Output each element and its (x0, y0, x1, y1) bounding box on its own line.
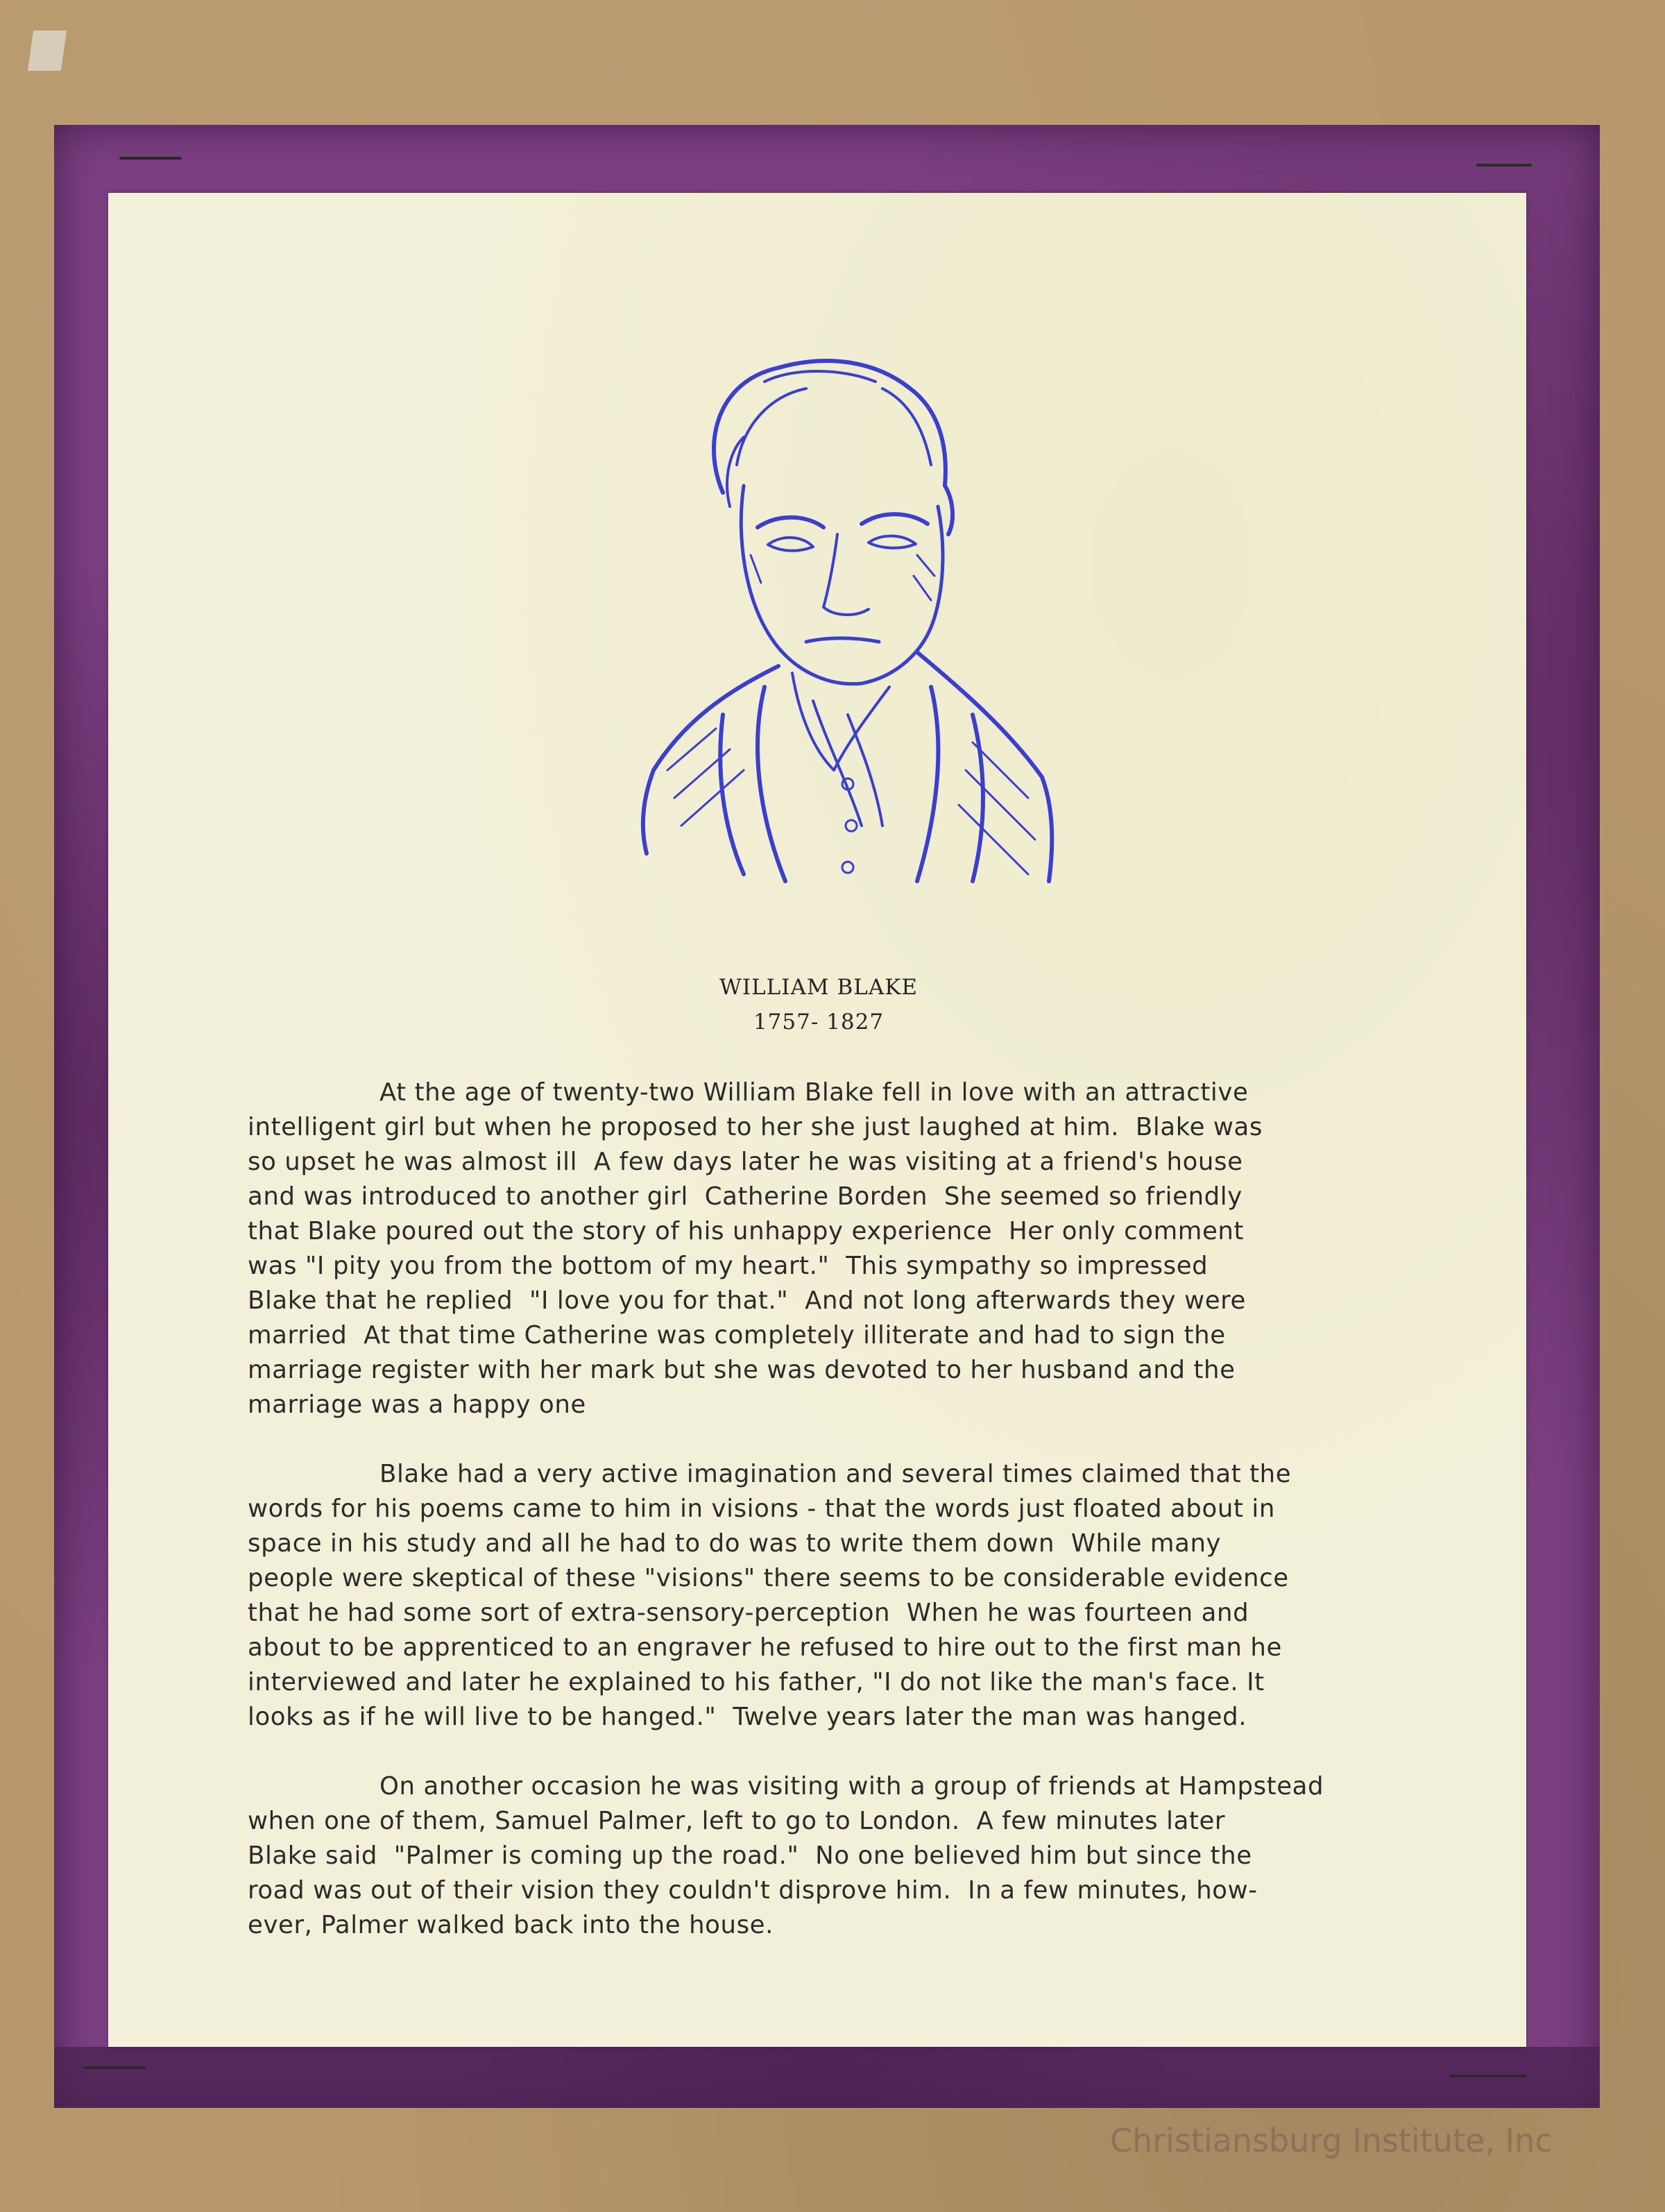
text-line: about to be apprenticed to an engraver he refused to hire out to the first man he (248, 1633, 1282, 1662)
staple-bottom-left (83, 2066, 146, 2069)
text-line: space in his study and all he had to do was to write them down While many (248, 1529, 1222, 1558)
staple-top-left (119, 157, 182, 160)
paragraph-1 (248, 1075, 1559, 1422)
text-line: ever, Palmer walked back into the house. (248, 1911, 774, 1939)
watermark-text: Christiansburg Institute, Inc (1110, 2122, 1553, 2159)
paragraph-2 (248, 1457, 1559, 1735)
text-line: marriage was a happy one (248, 1390, 586, 1419)
document-title: WILLIAM BLAKE (719, 975, 919, 1000)
portrait-eyes (768, 536, 916, 550)
william-blake-portrait (640, 326, 1056, 909)
text-line: so upset he was almost ill A few days later he was visiting at a friend's house (248, 1148, 1243, 1176)
text-line: was "I pity you from the bottom of my heart." This sympathy so impressed (248, 1252, 1209, 1280)
text-line: words for his poems came to him in visions - that the words just floated about in (248, 1495, 1275, 1523)
portrait-hair-strands (727, 371, 931, 507)
text-line: interviewed and later he explained to his father, "I do not like the man's face. It (248, 1668, 1265, 1696)
text-line: that he had some sort of extra-sensory-perception When he was fourteen and (248, 1599, 1249, 1627)
portrait-coat-right (917, 652, 1052, 881)
frame-bottom-band (54, 2047, 1600, 2108)
text-line: On another occasion he was visiting with a group of friends at Hampstead (379, 1772, 1324, 1801)
text-line: when one of them, Samuel Palmer, left to go to London. A few minutes later (248, 1807, 1226, 1835)
portrait-coat-left (643, 666, 785, 881)
text-line: Blake that he replied "I love you for that." And not long afterwards they were (248, 1286, 1246, 1315)
staple-top-right (1476, 164, 1532, 167)
text-line: road was out of their vision they couldn't disprove him. In a few minutes, how- (248, 1876, 1258, 1905)
portrait-mouth (806, 638, 879, 642)
portrait-illustration (640, 326, 1056, 909)
text-line: people were skeptical of these "visions" there seems to be considerable evidence (248, 1564, 1289, 1592)
text-line: At the age of twenty-two William Blake fell in love with an attractive (379, 1078, 1249, 1107)
staple-bottom-right (1450, 2075, 1526, 2077)
torn-corner (28, 31, 67, 71)
portrait-brows (758, 514, 928, 527)
paragraph-3 (248, 1769, 1559, 1943)
document-body (248, 1075, 1559, 1977)
portrait-hair (714, 361, 953, 534)
text-line: intelligent girl but when he proposed to her she just laughed at him. Blake was (248, 1113, 1263, 1141)
text-line: marriage register with her mark but she was devoted to her husband and the (248, 1356, 1236, 1384)
portrait-cravat (792, 673, 889, 826)
text-line: that Blake poured out the story of his unhappy experience Her only comment (248, 1217, 1245, 1245)
portrait-nose (823, 534, 869, 615)
text-line: Blake said "Palmer is coming up the road." No one believed him but since the (248, 1841, 1252, 1870)
text-line: Blake had a very active imagination and several times claimed that the (379, 1460, 1292, 1488)
text-line: and was introduced to another girl Catherine Borden She seemed so friendly (248, 1182, 1243, 1211)
text-line: looks as if he will live to be hanged." Twelve years later the man was hanged. (248, 1703, 1247, 1731)
text-line: married At that time Catherine was completely illiterate and had to sign the (248, 1321, 1226, 1350)
document-dates: 1757- 1827 (753, 1010, 885, 1035)
